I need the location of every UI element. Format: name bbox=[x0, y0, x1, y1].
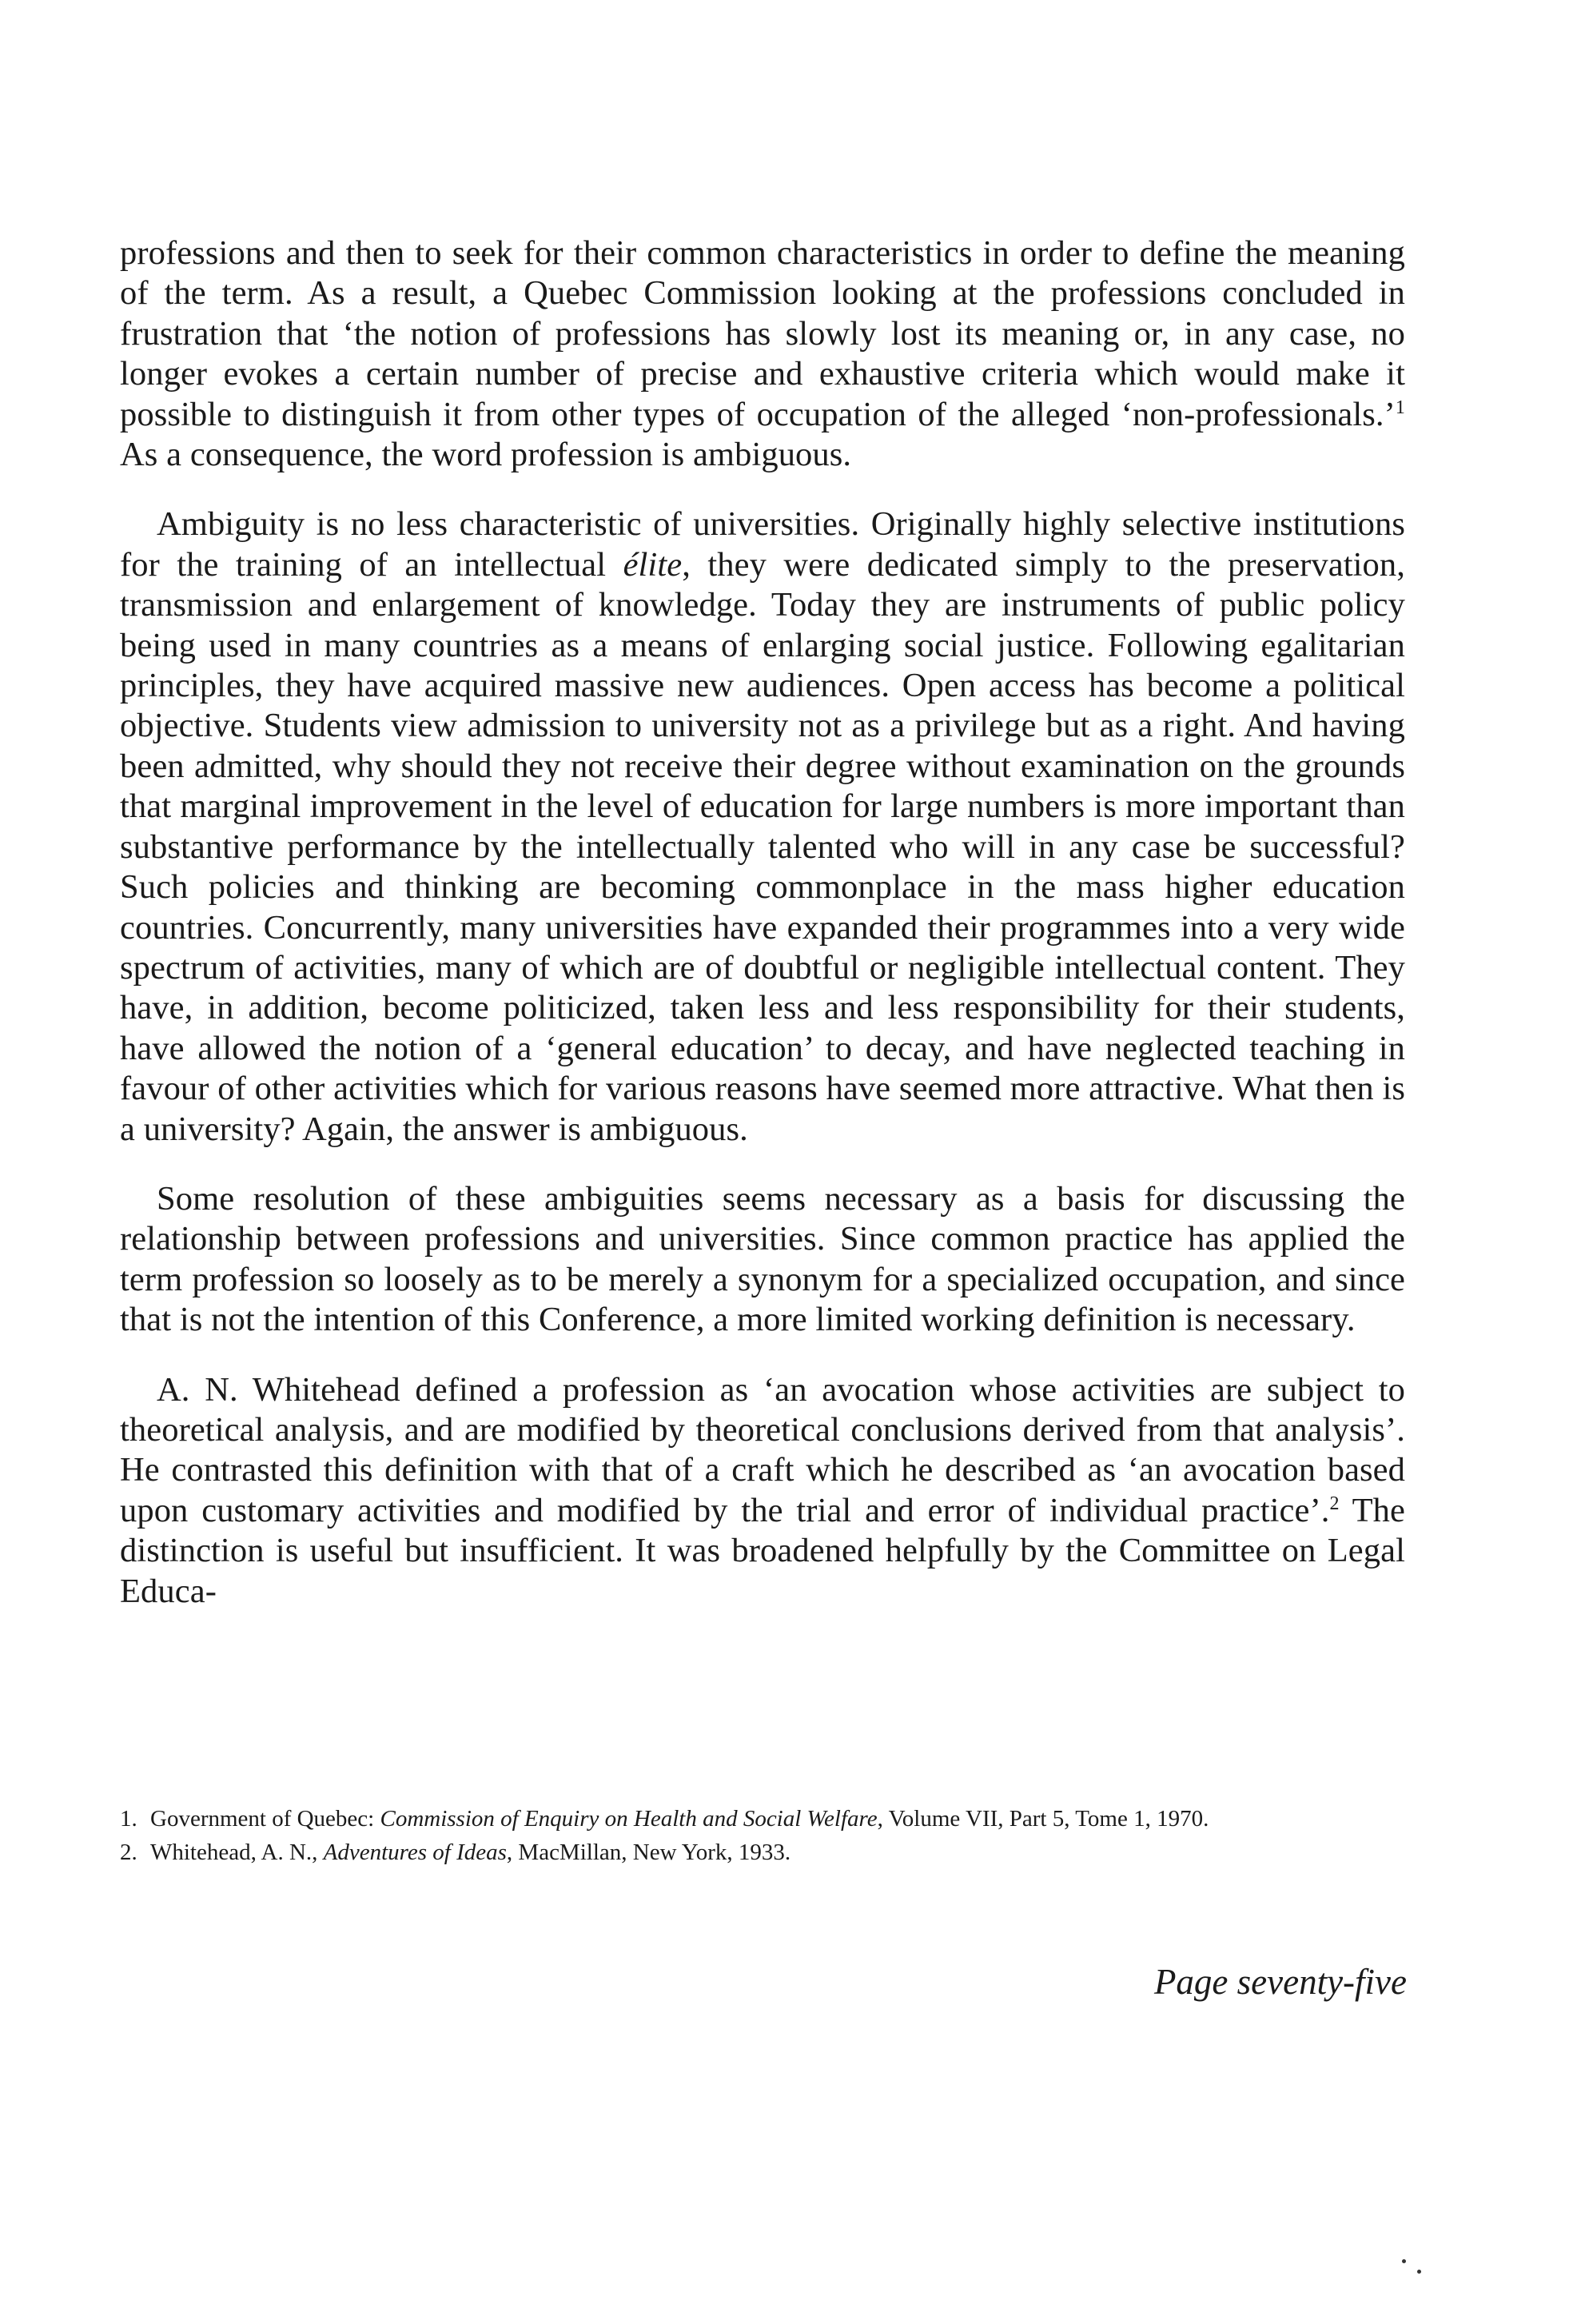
footnotes bbox=[120, 1804, 1405, 1871]
text-run: Whitehead, A. N., bbox=[150, 1840, 324, 1865]
scan-marks bbox=[1402, 2259, 1426, 2278]
paragraph bbox=[120, 504, 1405, 1150]
text-run: Ambiguity is no less characteristic of universities. Originally highly selective institutions for the training of an intellectual bbox=[120, 505, 1405, 584]
footnote-reference: 2 bbox=[1329, 1493, 1340, 1514]
text-run: , MacMillan, New York, 1933. bbox=[506, 1840, 791, 1865]
italic-text: Adventures of Ideas bbox=[323, 1840, 507, 1865]
paragraph bbox=[120, 1179, 1405, 1341]
paragraph bbox=[120, 1370, 1405, 1612]
text-run: As a consequence, the word profession is ambiguous. bbox=[120, 436, 852, 474]
text-run: , they were dedicated simply to the preservation, transmission and enlargement of knowledge. Today they are instruments of public policy being used in many countries as a means of enlarging social justice. Following egalitarian principles, they have acquired massive new audiences. Open access has become a political objective. Students view admission to university not as a privilege but as a right. And having been admitted, why should they not receive their degree without examination on the grounds that marginal improvement in the level of education for large numbers is more important than substantive performance by the intellectually talented who will in any case be successful? Such policies and thinking are becoming commonplace in the mass higher education countries. Concurrently, many universities have expanded their programmes into a very wide spectrum of activities, many of which are of doubtful or negligible intellectual content. They have, in addition, become politicized, taken less and less responsibility for their students, have allowed the notion of a ‘general education’ to decay, and have neglected teaching in favour of other activities which for various reasons have seemed more attractive. What then is a university? Again, the answer is ambiguous. bbox=[120, 545, 1405, 1148]
footnote-number: 1. bbox=[120, 1806, 137, 1832]
footnote-reference: 1 bbox=[1395, 397, 1405, 418]
italic-text: Commission of Enquiry on Health and Social Welfare bbox=[380, 1806, 878, 1832]
page-number: Page seventy-five bbox=[1153, 1962, 1407, 2002]
text-run: A. N. Whitehead defined a profession as ‘an avocation whose activities are subject to theoretical analysis, and are modified by theoretical conclusions derived from that analysis’. He contrasted this definition with that of a craft which he described as ‘an avocation based upon customary activities and modified by the trial and error of individual practice’. bbox=[120, 1370, 1405, 1529]
footnote-text bbox=[150, 1806, 1209, 1832]
text-run: Some resolution of these ambiguities seems necessary as a basis for discussing the relationship between professions and universities. Since common practice has applied the term profession so loosely as to be merely a synonym for a specialized occupation, and since that is not the intention of this Conference, a more limited working definition is necessary. bbox=[120, 1179, 1405, 1339]
text-run: professions and then to seek for their common characteristics in order to define the meaning of the term. As a result, a Quebec Commission looking at the professions concluded in frustration that ‘the notion of professions has slowly lost its meaning or, in any case, no longer evokes a certain number of precise and exhaustive criteria which would make it possible to distinguish it from other types of occupation of the alleged ‘non-professionals.’ bbox=[120, 234, 1405, 433]
footnote-number: 2. bbox=[120, 1840, 137, 1865]
footnote bbox=[120, 1837, 1405, 1868]
paragraph bbox=[120, 233, 1405, 475]
footnote-text bbox=[150, 1840, 790, 1865]
text-run: , Volume VII, Part 5, Tome 1, 1970. bbox=[877, 1806, 1209, 1832]
text-run: The distinction is useful but insufficient. It was broadened helpfully by the Committee on Legal Educa- bbox=[120, 1491, 1405, 1610]
text-run: Government of Quebec: bbox=[150, 1806, 380, 1832]
italic-text: élite bbox=[623, 545, 683, 584]
page-body bbox=[120, 233, 1405, 1612]
footnote bbox=[120, 1804, 1405, 1835]
